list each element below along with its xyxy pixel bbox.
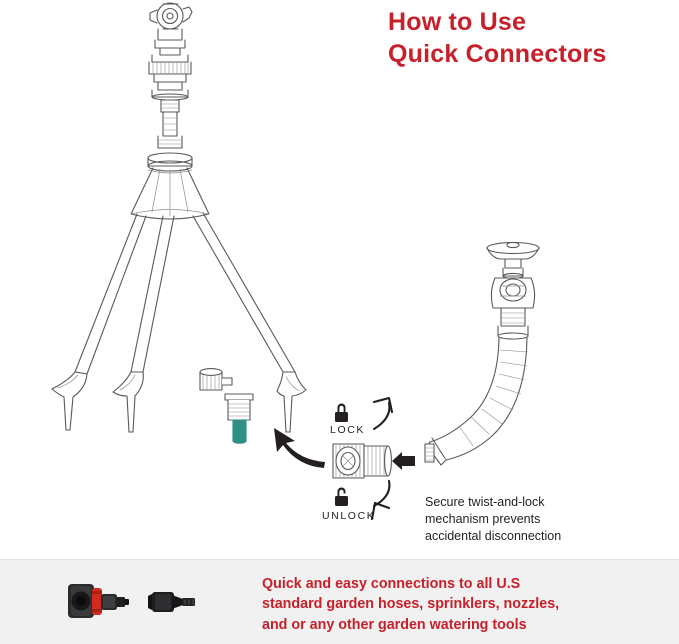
page-title-line-1: How to Use <box>388 8 527 36</box>
banner-text-line-3: and or any other garden watering tools <box>262 616 527 633</box>
padlock-closed-icon <box>335 404 348 423</box>
red-black-quick-connector-photo <box>68 584 129 618</box>
arrow-to-connector <box>392 452 415 470</box>
bottom-banner <box>0 559 679 644</box>
male-quick-connector-illustration <box>200 369 253 444</box>
female-quick-connector-illustration <box>333 444 391 478</box>
lock-label: LOCK <box>330 424 365 436</box>
hose-elbow-illustration <box>425 338 528 465</box>
padlock-open-icon <box>335 488 348 507</box>
curved-arrow-to-sprinkler <box>274 428 325 468</box>
banner-text <box>262 574 662 635</box>
sprinkler-head <box>149 3 192 148</box>
banner-product-photos <box>62 572 232 632</box>
tripod-sprinkler-illustration <box>52 3 306 432</box>
valve-caption-line-3: accidental disconnection <box>425 528 562 543</box>
unlock-label: UNLOCK <box>322 510 376 522</box>
product-photos-svg <box>62 572 232 632</box>
page-title-line-2: Quick Connectors <box>388 40 607 68</box>
valve-caption-line-2: mechanism prevents <box>425 511 541 526</box>
banner-text-line-2: standard garden hoses, sprinklers, nozzles, <box>262 596 560 613</box>
valve-caption <box>425 494 625 545</box>
faucet-illustration <box>487 242 539 339</box>
sprinkler-base <box>131 153 209 219</box>
sprinkler-legs <box>52 213 306 432</box>
black-hose-adapter-photo <box>148 592 195 612</box>
valve-caption-line-1: Secure twist-and-lock <box>425 495 545 509</box>
banner-text-line-1: Quick and easy connections to all U.S <box>262 576 521 592</box>
